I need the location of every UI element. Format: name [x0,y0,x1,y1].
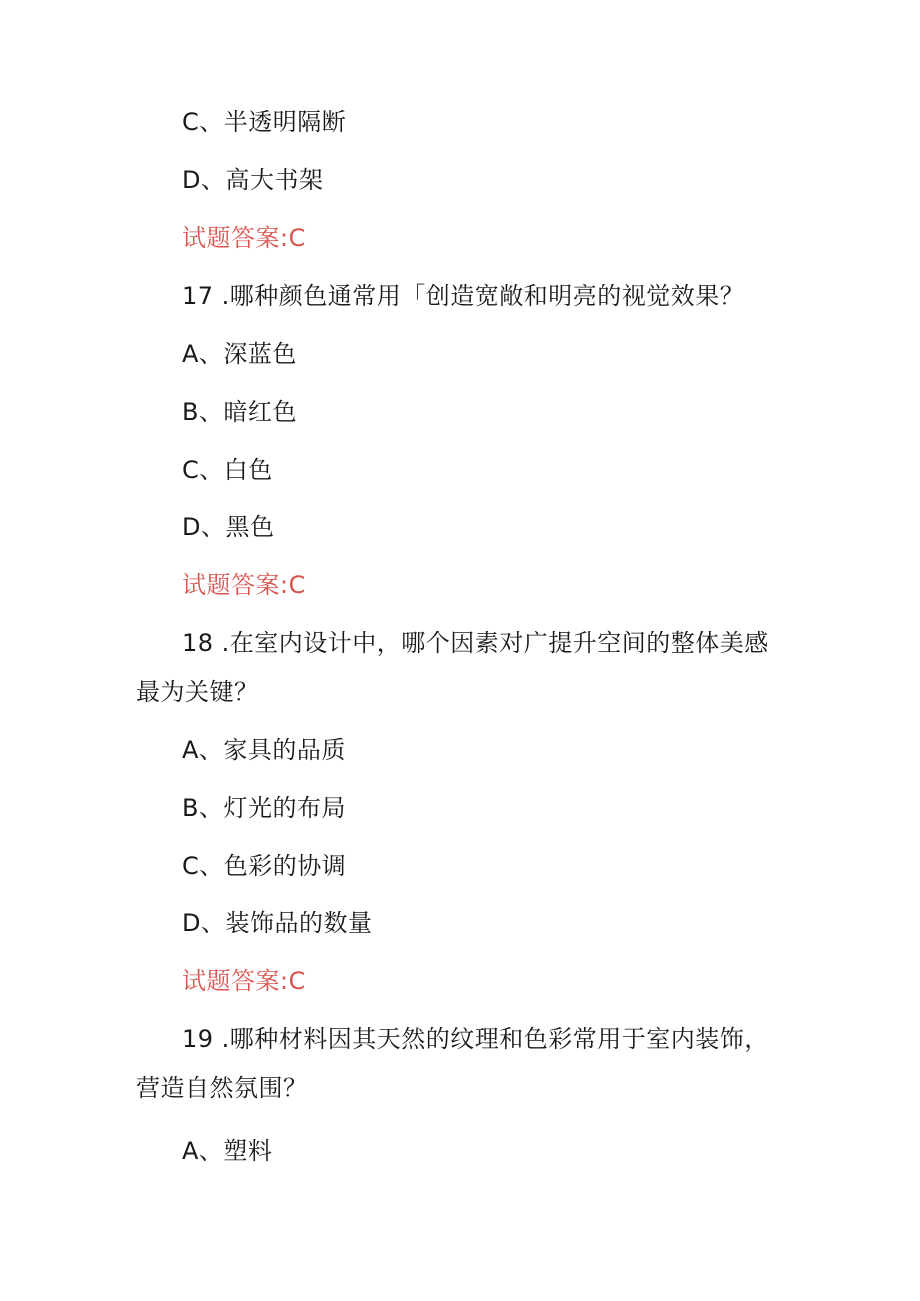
option-c-q18: C、色彩的协调 [182,852,347,880]
question-18: 18 .在室内设计中，哪个因素对广提升空间的整体美感 [182,629,769,657]
option-d-q18: D、装饰品的数量 [182,909,373,937]
answer-q18: 试题答案:C [182,967,306,995]
option-b-q18: B、灯光的布局 [182,794,346,822]
question-19-continuation: 营造自然氛围？ [136,1074,308,1102]
option-d-q17: D、黑色 [182,513,275,541]
question-17: 17 .哪种颜色通常用「创造宽敞和明亮的视觉效果？ [182,282,745,310]
option-a-q18: A、家具的品质 [182,736,346,764]
answer-q17: 试题答案:C [182,571,306,599]
option-a-q17: A、深蓝色 [182,340,297,368]
option-c-q17: C、白色 [182,456,273,484]
option-d-q16: D、高大书架 [182,166,324,194]
option-a-q19: A、塑料 [182,1137,273,1165]
option-c-q16: C、半透明隔断 [182,108,347,136]
question-18-continuation: 最为关键？ [136,678,259,706]
question-19: 19 .哪种材料因其天然的纹理和色彩常用于室内装饰， [182,1025,769,1053]
option-b-q17: B、暗红色 [182,398,297,426]
answer-q16: 试题答案:C [182,224,306,252]
